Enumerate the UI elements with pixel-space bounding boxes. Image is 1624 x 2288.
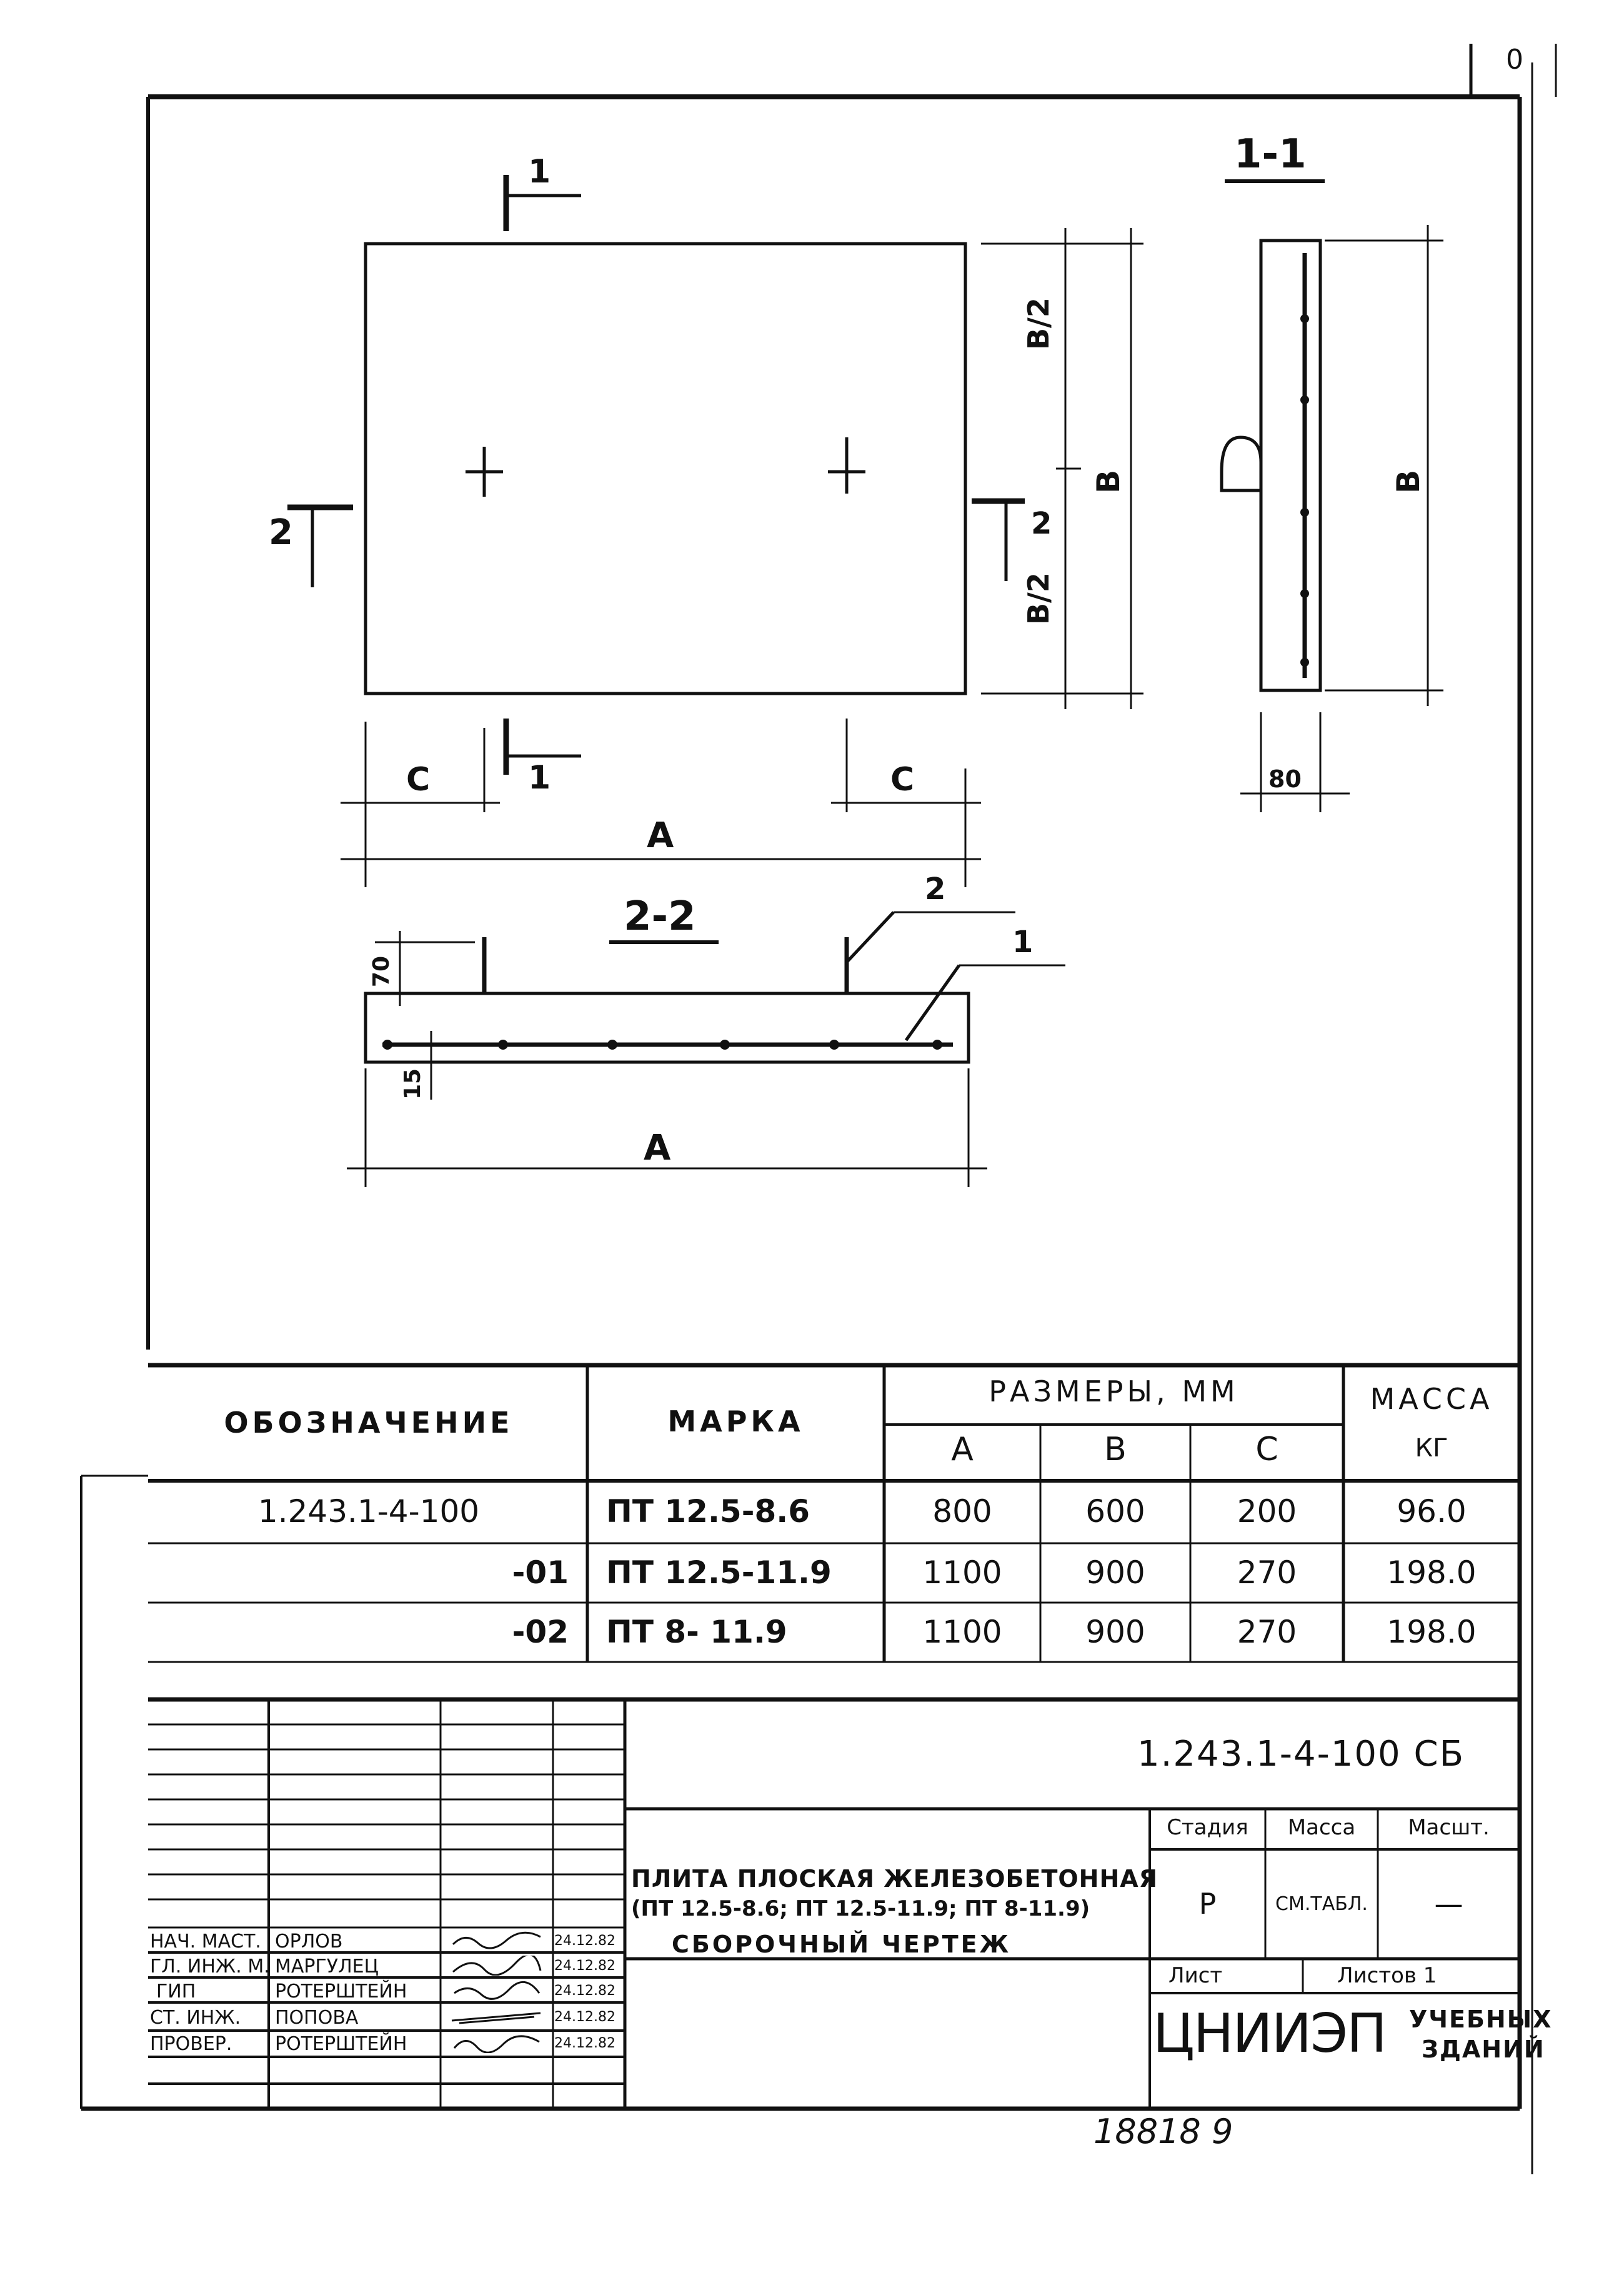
signature-date: 24.12.82 bbox=[554, 2036, 615, 2051]
dim-b-section: B bbox=[1390, 469, 1427, 494]
row-b: 900 bbox=[1085, 1554, 1145, 1591]
signature-role: ПРОВЕР. bbox=[150, 2033, 232, 2055]
dim-a-section: A bbox=[644, 1128, 671, 1168]
dim-15: 15 bbox=[400, 1068, 426, 1100]
sheet-label: Лист bbox=[1168, 1963, 1223, 1988]
signature-name: ПОПОВА bbox=[275, 2007, 359, 2029]
section-1-label-bottom: 1 bbox=[528, 759, 551, 797]
callout-2: 2 bbox=[925, 872, 946, 907]
title-line-2: (ПТ 12.5-8.6; ПТ 12.5-11.9; ПТ 8-11.9) bbox=[631, 1896, 1090, 1921]
corner-mark: 0 bbox=[1506, 44, 1523, 76]
signature-mark bbox=[447, 1981, 547, 2001]
header-mass-unit: КГ bbox=[1415, 1434, 1448, 1463]
section-2-2-view bbox=[347, 912, 1065, 1187]
row-b: 600 bbox=[1085, 1493, 1145, 1529]
section-2-label-right: 2 bbox=[1031, 506, 1052, 541]
header-dimensions: РАЗМЕРЫ, ММ bbox=[989, 1375, 1239, 1408]
dim-b-half-bottom: B/2 bbox=[1022, 572, 1055, 625]
sheets-label: Листов 1 bbox=[1337, 1963, 1437, 1988]
dim-b-plan: B bbox=[1090, 469, 1127, 494]
signature-date: 24.12.82 bbox=[554, 1933, 615, 1949]
row-designation: -02 bbox=[512, 1614, 569, 1650]
scale-label: Масшт. bbox=[1408, 1815, 1490, 1840]
section-2-label-left: 2 bbox=[269, 512, 293, 553]
header-mass: МАССА bbox=[1370, 1382, 1493, 1416]
doc-code: 1.243.1-4-100 СБ bbox=[1137, 1734, 1465, 1774]
dim-b-half-top: B/2 bbox=[1022, 297, 1055, 350]
row-a: 1100 bbox=[922, 1554, 1002, 1591]
row-c: 270 bbox=[1237, 1614, 1297, 1650]
scale-value: — bbox=[1434, 1887, 1463, 1921]
signature-date: 24.12.82 bbox=[554, 1958, 615, 1974]
row-b: 900 bbox=[1085, 1614, 1145, 1650]
callout-1: 1 bbox=[1012, 925, 1034, 960]
signature-date: 24.12.82 bbox=[554, 2009, 615, 2025]
row-mass: 198.0 bbox=[1387, 1554, 1477, 1591]
row-a: 1100 bbox=[922, 1614, 1002, 1650]
row-a: 800 bbox=[932, 1493, 992, 1529]
row-mark: ПТ 12.5-11.9 bbox=[606, 1554, 832, 1591]
dim-c-right: C bbox=[890, 761, 915, 798]
section-1-1-title: 1-1 bbox=[1234, 131, 1307, 177]
org-sub-1: УЧЕБНЫХ bbox=[1409, 2006, 1553, 2033]
title-line-1: ПЛИТА ПЛОСКАЯ ЖЕЛЕЗОБЕТОННАЯ bbox=[631, 1865, 1158, 1893]
section-2-2-title: 2-2 bbox=[624, 893, 696, 940]
signature-mark bbox=[447, 2007, 547, 2027]
stage-value: Р bbox=[1198, 1887, 1217, 1921]
mass-label: Масса bbox=[1287, 1815, 1356, 1840]
header-col-b: В bbox=[1104, 1431, 1127, 1468]
signature-name: РОТЕРШТЕЙН bbox=[275, 2033, 407, 2055]
row-c: 270 bbox=[1237, 1554, 1297, 1591]
dim-70: 70 bbox=[369, 955, 394, 987]
signature-role: ГИП bbox=[156, 1981, 196, 2002]
signature-mark bbox=[447, 2033, 547, 2053]
header-designation: ОБОЗНАЧЕНИЕ bbox=[224, 1406, 514, 1440]
section-1-label-top: 1 bbox=[528, 153, 551, 191]
row-mark: ПТ 8- 11.9 bbox=[606, 1614, 787, 1650]
row-c: 200 bbox=[1237, 1493, 1297, 1529]
dim-c-left: C bbox=[406, 761, 431, 798]
row-designation: -01 bbox=[512, 1554, 569, 1591]
signature-mark bbox=[447, 1956, 547, 1976]
signature-date: 24.12.82 bbox=[554, 1983, 615, 1999]
mass-value: СМ.ТАБЛ. bbox=[1275, 1893, 1368, 1915]
dim-thickness: 80 bbox=[1268, 765, 1302, 793]
signature-mark bbox=[447, 1931, 547, 1951]
row-mass: 96.0 bbox=[1397, 1493, 1467, 1529]
inventory-number: 18818 9 bbox=[1093, 2112, 1233, 2151]
title-line-3: СБОРОЧНЫЙ ЧЕРТЕЖ bbox=[672, 1931, 1012, 1958]
row-designation: 1.243.1-4-100 bbox=[257, 1493, 480, 1529]
header-col-a: А bbox=[951, 1431, 974, 1468]
org-sub-2: ЗДАНИЙ bbox=[1422, 2036, 1545, 2063]
org-name: ЦНИИЭП bbox=[1153, 2002, 1386, 2065]
signature-role: НАЧ. МАСТ. bbox=[150, 1931, 261, 1952]
stage-label: Стадия bbox=[1167, 1815, 1248, 1840]
section-1-1-view bbox=[1222, 181, 1443, 812]
row-mark: ПТ 12.5-8.6 bbox=[606, 1493, 810, 1529]
signature-name: МАРГУЛЕЦ bbox=[275, 1956, 379, 1977]
header-mark: МАРКА bbox=[667, 1405, 804, 1438]
dim-a-plan: A bbox=[647, 815, 674, 856]
signature-name: РОТЕРШТЕЙН bbox=[275, 1981, 407, 2002]
signature-role: СТ. ИНЖ. bbox=[150, 2007, 241, 2029]
header-col-c: С bbox=[1255, 1431, 1278, 1468]
row-mass: 198.0 bbox=[1387, 1614, 1477, 1650]
signature-role: ГЛ. ИНЖ. М. bbox=[150, 1956, 270, 1977]
signature-name: ОРЛОВ bbox=[275, 1931, 343, 1952]
